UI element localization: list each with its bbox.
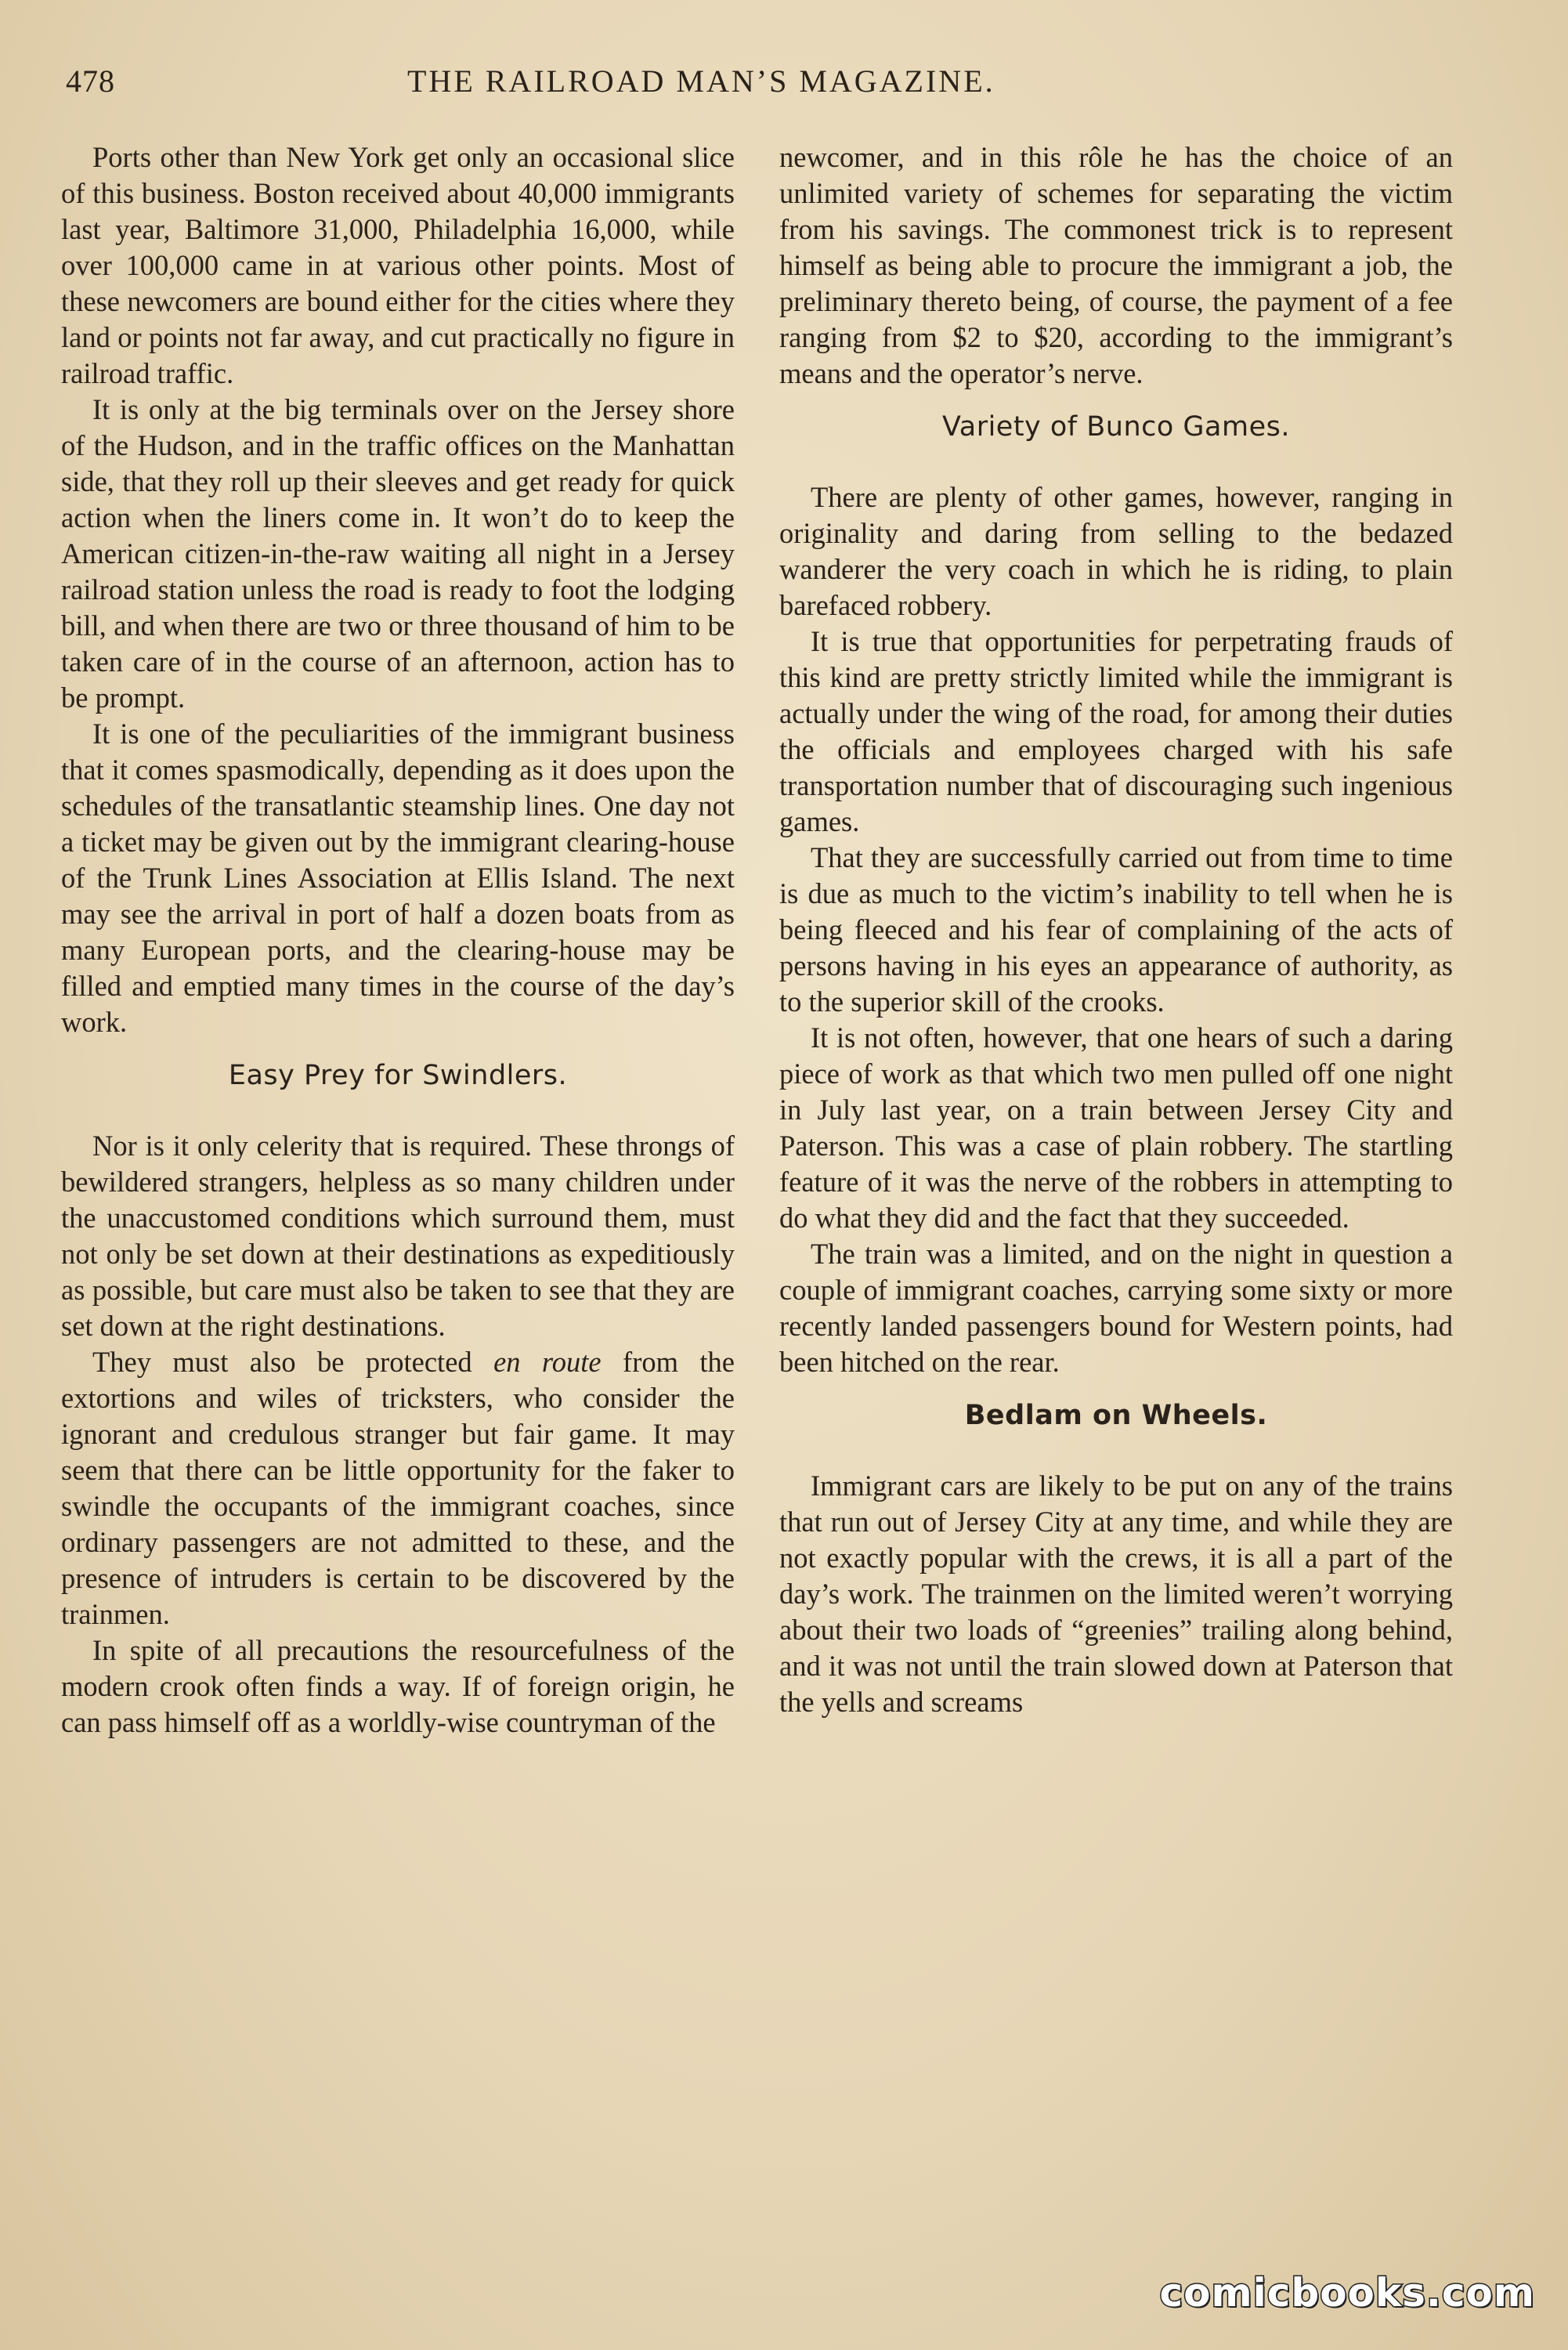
paragraph: Ports other than New York get only an occasional slice of this business. Boston received about 40,000 immigrants last year, Baltimore 31,000, Philadelphia 16,000, while over 100,000 came in at various other points. Most of these newcomers are bound either for the cities where they land or points not far away, and cut practically no figure in railroad traffic. [61, 141, 735, 389]
paragraph: The train was a limited, and on the night in question a couple of immigrant coaches, carrying some sixty or more recently landed passengers bound for Western points, had been hitched on the rear. [779, 1238, 1453, 1378]
paragraph: In spite of all precautions the resourcefulness of the modern crook often finds a way. If of foreign origin, he can pass himself off as a worldly-wise countryman of the [61, 1634, 735, 1738]
section-heading: Easy Prey for Swindlers. [228, 1060, 568, 1091]
paragraph: It is one of the peculiarities of the immigrant business that it comes spasmodically, depending as it does upon the schedules of the transatlantic steamship lines. One day not a ticket may be given out by the immigrant clearing-house of the Trunk Lines Association at Ellis Island. The next may see the arrival in port of half a dozen boats from as many European ports, and the clearing-house may be filled and emptied many times in the course of the day’s work. [61, 718, 735, 1038]
section-heading: Variety of Bunco Games. [942, 411, 1290, 443]
italic-phrase: en route [493, 1346, 602, 1378]
paragraph [61, 1344, 735, 1632]
page-number: 478 [66, 63, 115, 99]
paragraph: It is true that opportunities for perpetrating frauds of this kind are pretty strictly limited while the immigrant is actually under the wing of the road, for among their duties the officials and employees charged with his safe transportation number that of discouraging such ingenious games. [779, 625, 1453, 837]
section-heading: Bedlam on Wheels. [964, 1400, 1268, 1431]
paragraph-text: from the extortions and wiles of tricksters, who consider the ignorant and credulous stranger but fair game. It may seem that there can be little opportunity for the faker to swindle the occupants of the immigrant coaches, since ordinary passengers are not admitted to these, and the presence of intruders is certain to be discovered by the trainmen. [61, 1346, 735, 1630]
paragraph: That they are successfully carried out from time to time is due as much to the victim’s inability to tell when he is being fleeced and his fear of complaining of the acts of persons having in his eyes an appearance of authority, as to the superior skill of the crooks. [779, 841, 1453, 1018]
paragraph: Immigrant cars are likely to be put on any of the trains that run out of Jersey City at any time, and while they are not exactly popular with the crews, it is all a part of the day’s work. The trainmen on the limited weren’t worrying about their two loads of “greenies” trailing along behind, and it was not until the train slowed down at Paterson that the yells and screams [779, 1470, 1453, 1718]
paragraph: There are plenty of other games, however, ranging in originality and daring from selling to the bedazed wanderer the very coach in which he is riding, to plain barefaced robbery. [779, 481, 1453, 621]
watermark-logo: comicbooks.com [1159, 2270, 1535, 2316]
paragraph: It is only at the big terminals over on the Jersey shore of the Hudson, and in the traffic offices on the Manhattan side, that they roll up their sleeves and get ready for quick action when the liners come in. It won’t do to keep the American citizen-in-the-raw waiting all night in a Jersey railroad station unless the road is ready to foot the lodging bill, and when there are two or three thousand of him to be taken care of in the course of an afternoon, action has to be prompt. [61, 393, 735, 714]
running-head: THE RAILROAD MAN’S MAGAZINE. [407, 63, 995, 99]
left-column [61, 139, 735, 1741]
paragraph: It is not often, however, that one hears of such a daring piece of work as that which two men pulled off one night in July last year, on a train between Jersey City and Paterson. This was a case of plain robbery. The startling feature of it was the nerve of the robbers in attempting to do what they did and the fact that they succeeded. [779, 1021, 1453, 1234]
paragraph: newcomer, and in this rôle he has the choice of an unlimited variety of schemes for separating the victim from his savings. The commonest trick is to represent himself as being able to procure the immigrant a job, the preliminary thereto being, of course, the payment of a fee ranging from $2 to $20, according to the immigrant’s means and the operator’s nerve. [779, 141, 1453, 389]
paragraph-text: They must also be protected [92, 1346, 494, 1378]
right-column [779, 139, 1453, 1720]
paragraph: Nor is it only celerity that is required. These throngs of bewildered strangers, helpless as so many children under the unaccustomed conditions which surround them, must not only be set down at their destinations as expeditiously as possible, but care must also be taken to see that they are set down at the right destinations. [61, 1130, 735, 1342]
